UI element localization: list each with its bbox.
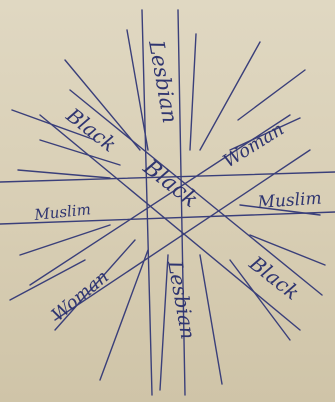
word-lesbian-bottom: Lesbian [163,258,201,342]
word-woman-right: Woman [219,118,288,173]
word-black-center: Black [138,155,203,213]
word-muslim-left: Muslim [33,200,92,224]
word-lesbian-top: Lesbian [144,38,183,125]
word-black-right: Black [244,251,305,305]
word-woman-left: Woman [47,266,113,326]
word-muslim-right: Muslim [256,188,323,213]
word-black-left: Black [61,103,122,157]
